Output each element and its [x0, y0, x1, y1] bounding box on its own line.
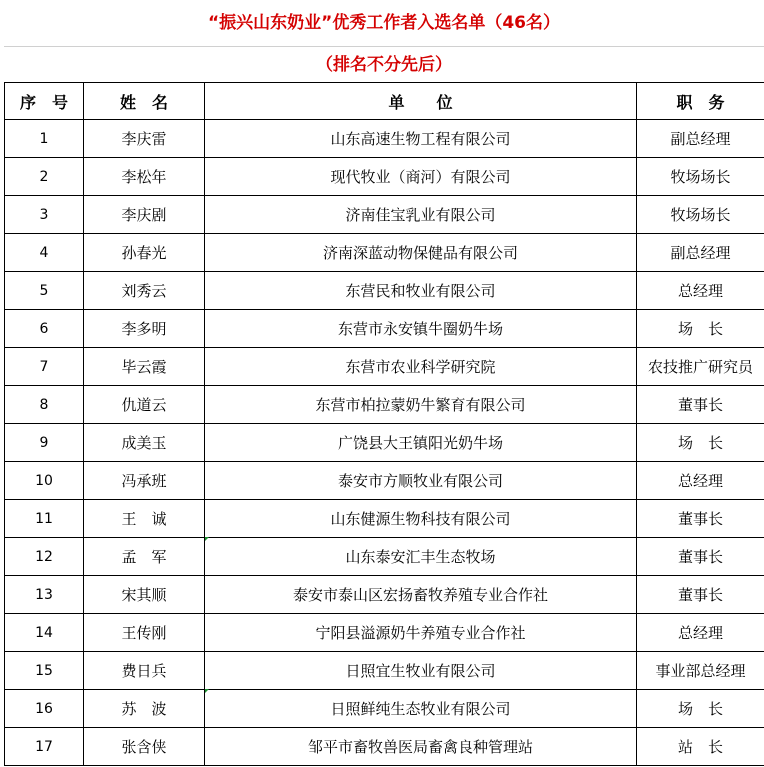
cell-name[interactable]: 刘秀云: [84, 272, 205, 310]
cell-position[interactable]: 牧场场长: [637, 158, 764, 196]
cell-no[interactable]: 8: [5, 386, 84, 424]
table-row: [5, 728, 764, 766]
cell-name[interactable]: 王 诚: [84, 500, 205, 538]
cell-position[interactable]: 董事长: [637, 386, 764, 424]
cell-indicator-icon: [205, 537, 209, 541]
cell-unit[interactable]: 东营市永安镇牛圈奶牛场: [205, 310, 637, 348]
cell-position[interactable]: 副总经理: [637, 120, 764, 158]
table-row: [5, 500, 764, 538]
cell-unit[interactable]: 泰安市方顺牧业有限公司: [205, 462, 637, 500]
cell-no[interactable]: 4: [5, 234, 84, 272]
cell-unit[interactable]: 泰安市泰山区宏扬畜牧养殖专业合作社: [205, 576, 637, 614]
cell-name[interactable]: 张含侠: [84, 728, 205, 766]
table-row: [5, 690, 764, 728]
cell-name[interactable]: 王传刚: [84, 614, 205, 652]
cell-position[interactable]: 牧场场长: [637, 196, 764, 234]
cell-unit[interactable]: 邹平市畜牧兽医局畜禽良种管理站: [205, 728, 637, 766]
header-unit[interactable]: 单 位: [205, 83, 637, 120]
cell-no[interactable]: 11: [5, 500, 84, 538]
cell-no[interactable]: 2: [5, 158, 84, 196]
cell-name[interactable]: 费日兵: [84, 652, 205, 690]
cell-no[interactable]: 13: [5, 576, 84, 614]
table-row: [5, 234, 764, 272]
table-row: [5, 462, 764, 500]
cell-unit[interactable]: 山东高速生物工程有限公司: [205, 120, 637, 158]
cell-name[interactable]: 成美玉: [84, 424, 205, 462]
cell-unit[interactable]: 日照宜生牧业有限公司: [205, 652, 637, 690]
header-row: [5, 83, 764, 120]
table-row: [5, 424, 764, 462]
header-no[interactable]: 序 号: [5, 83, 84, 120]
cell-position[interactable]: 站 长: [637, 728, 764, 766]
page-title: “振兴山东奶业”优秀工作者入选名单（46名）: [4, 0, 764, 47]
cell-position[interactable]: 场 长: [637, 310, 764, 348]
cell-name[interactable]: 李松年: [84, 158, 205, 196]
cell-position[interactable]: 董事长: [637, 538, 764, 576]
cell-unit[interactable]: 广饶县大王镇阳光奶牛场: [205, 424, 637, 462]
cell-unit[interactable]: 东营市柏拉蒙奶牛繁育有限公司: [205, 386, 637, 424]
cell-unit[interactable]: 现代牧业（商河）有限公司: [205, 158, 637, 196]
header-name[interactable]: 姓 名: [84, 83, 205, 120]
cell-no[interactable]: 14: [5, 614, 84, 652]
cell-name[interactable]: 毕云霞: [84, 348, 205, 386]
cell-unit[interactable]: 宁阳县溢源奶牛养殖专业合作社: [205, 614, 637, 652]
table-row: [5, 272, 764, 310]
cell-no[interactable]: 9: [5, 424, 84, 462]
cell-position[interactable]: 总经理: [637, 614, 764, 652]
cell-unit[interactable]: 济南深蓝动物保健品有限公司: [205, 234, 637, 272]
cell-name[interactable]: 苏 波: [84, 690, 205, 728]
cell-no[interactable]: 17: [5, 728, 84, 766]
header-position[interactable]: 职 务: [637, 83, 764, 120]
table-row: [5, 652, 764, 690]
table-row: [5, 386, 764, 424]
table-row: [5, 158, 764, 196]
cell-name[interactable]: 李庆雷: [84, 120, 205, 158]
cell-name[interactable]: 宋其顺: [84, 576, 205, 614]
cell-name[interactable]: 李庆剧: [84, 196, 205, 234]
cell-unit[interactable]: 济南佳宝乳业有限公司: [205, 196, 637, 234]
cell-position[interactable]: 场 长: [637, 424, 764, 462]
cell-indicator-icon: [205, 689, 209, 693]
cell-position[interactable]: 场 长: [637, 690, 764, 728]
cell-unit[interactable]: 日照鲜纯生态牧业有限公司: [205, 690, 637, 728]
cell-no[interactable]: 5: [5, 272, 84, 310]
cell-unit[interactable]: 东营市农业科学研究院: [205, 348, 637, 386]
cell-unit[interactable]: 山东健源生物科技有限公司: [205, 500, 637, 538]
cell-no[interactable]: 10: [5, 462, 84, 500]
cell-position[interactable]: 副总经理: [637, 234, 764, 272]
cell-no[interactable]: 12: [5, 538, 84, 576]
table-row: [5, 196, 764, 234]
cell-no[interactable]: 3: [5, 196, 84, 234]
cell-name[interactable]: 冯承班: [84, 462, 205, 500]
cell-position[interactable]: 农技推广研究员: [637, 348, 764, 386]
cell-name[interactable]: 仇道云: [84, 386, 205, 424]
cell-name[interactable]: 孟 军: [84, 538, 205, 576]
table-row: [5, 310, 764, 348]
cell-position[interactable]: 事业部总经理: [637, 652, 764, 690]
cell-position[interactable]: 总经理: [637, 462, 764, 500]
cell-no[interactable]: 15: [5, 652, 84, 690]
cell-no[interactable]: 1: [5, 120, 84, 158]
table-row: [5, 614, 764, 652]
table-row: [5, 538, 764, 576]
cell-position[interactable]: 总经理: [637, 272, 764, 310]
page-subtitle: （排名不分先后）: [316, 55, 452, 75]
cell-unit[interactable]: 山东泰安汇丰生态牧场: [205, 538, 637, 576]
cell-no[interactable]: 16: [5, 690, 84, 728]
cell-name[interactable]: 孙春光: [84, 234, 205, 272]
cell-unit[interactable]: 东营民和牧业有限公司: [205, 272, 637, 310]
cell-no[interactable]: 6: [5, 310, 84, 348]
cell-position[interactable]: 董事长: [637, 576, 764, 614]
awardee-table: [4, 82, 764, 766]
table-row: [5, 576, 764, 614]
cell-position[interactable]: 董事长: [637, 500, 764, 538]
cell-name[interactable]: 李多明: [84, 310, 205, 348]
cell-no[interactable]: 7: [5, 348, 84, 386]
table-row: [5, 120, 764, 158]
table-row: [5, 348, 764, 386]
